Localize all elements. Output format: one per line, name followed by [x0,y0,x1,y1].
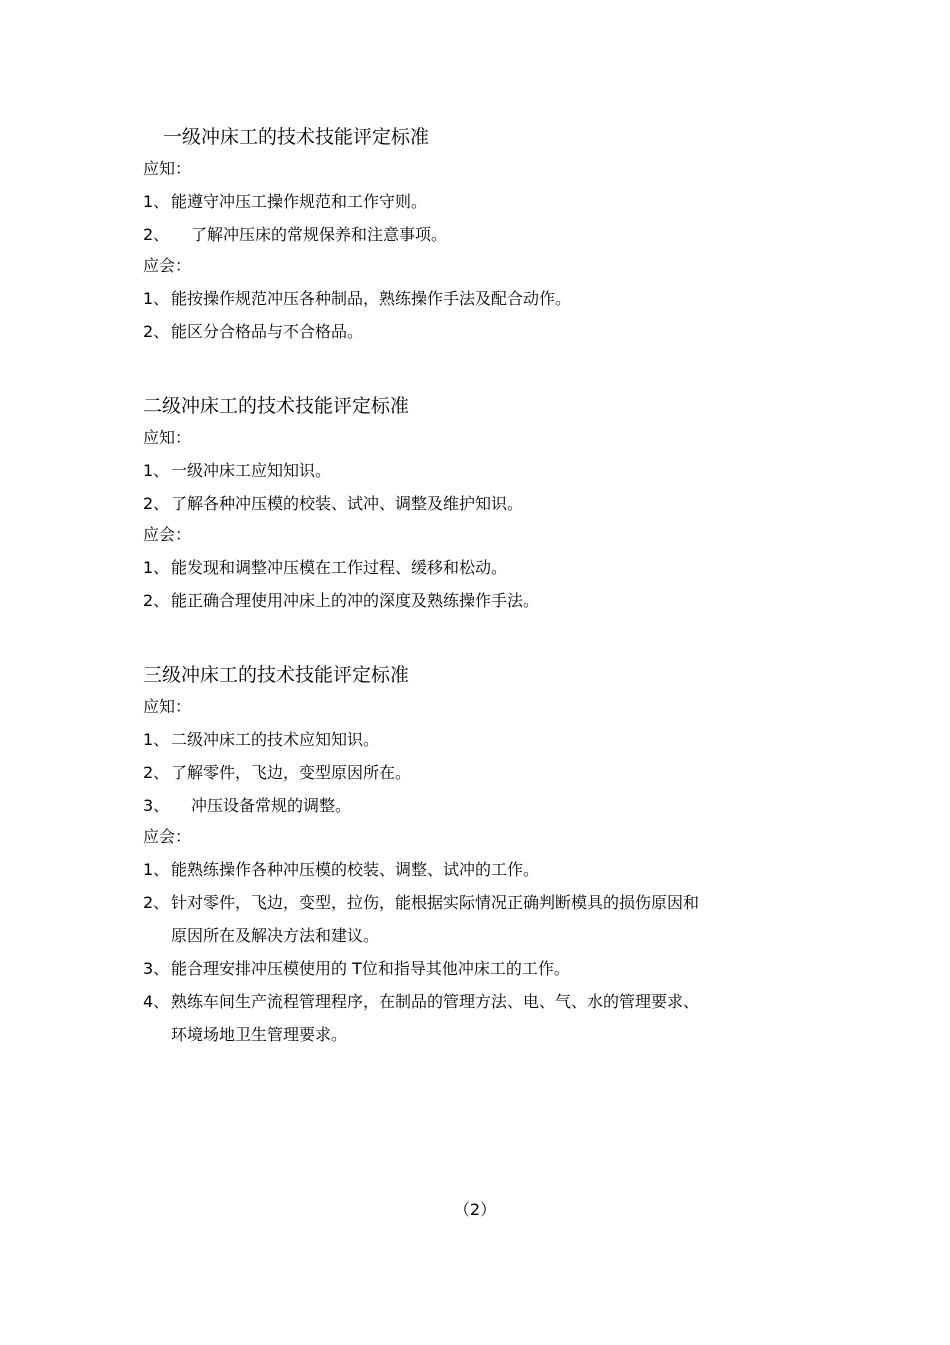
item-text-continuation: 原因所在及解决方法和建议。 [171,926,380,945]
can-label: 应会： [143,256,192,275]
item-number: 1、 [143,558,170,577]
list-item [143,991,803,1046]
section-level-1 [143,125,803,343]
item-text: 能熟练操作各种冲压模的校装、调整、试冲的工作。 [171,860,540,879]
list-item [143,191,803,213]
item-text: 一级冲床工应知知识。 [171,461,332,480]
item-number: 2、 [143,763,170,782]
item-number: 1、 [143,289,170,308]
item-number: 2、 [143,893,170,912]
know-label: 应知： [143,428,192,447]
item-text: 针对零件，飞边，变型，拉伤，能根据实际情况正确判断模具的损伤原因和 [171,893,700,912]
item-number: 3、 [143,959,170,978]
list-item [143,590,803,612]
item-text: 熟练车间生产流程管理程序，在制品的管理方法、电、气、水的管理要求、 [171,992,700,1011]
item-text: 能区分合格品与不合格品。 [171,322,364,341]
know-label: 应知： [143,697,192,716]
list-item [143,958,803,980]
item-text: 冲压设备常规的调整。 [191,796,352,815]
list-item [143,762,803,784]
item-text: 能遵守冲压工操作规范和工作守则。 [171,192,428,211]
section-title: 三级冲床工的技术技能评定标准 [143,664,410,686]
item-number: 4、 [143,992,170,1011]
item-text: 了解冲压床的常规保养和注意事项。 [191,225,448,244]
section-level-2 [143,394,803,612]
section-title: 二级冲床工的技术技能评定标准 [143,395,410,417]
list-item [143,493,803,515]
list-item [143,460,803,482]
item-text: 了解零件，飞边，变型原因所在。 [171,763,412,782]
item-text: 能合理安排冲压模使用的 T位和指导其他冲床工的工作。 [171,959,570,978]
item-number: 1、 [143,730,170,749]
item-text: 了解各种冲压模的校装、试冲、调整及维护知识。 [171,494,524,513]
list-item [143,557,803,579]
item-number: 3、 [143,796,170,815]
item-number: 2、 [143,225,170,244]
list-item [143,729,803,751]
can-label: 应会： [143,525,192,544]
list-item [143,224,803,246]
item-number: 1、 [143,860,170,879]
item-text-continuation: 环境场地卫生管理要求。 [171,1025,348,1044]
item-number: 1、 [143,192,170,211]
section-title: 一级冲床工的技术技能评定标准 [163,126,430,148]
item-number: 1、 [143,461,170,480]
list-item [143,321,803,343]
item-text: 能发现和调整冲压模在工作过程、缓移和松动。 [171,558,508,577]
know-label: 应知： [143,159,192,178]
item-number: 2、 [143,322,170,341]
list-item [143,892,803,947]
item-text: 二级冲床工的技术应知知识。 [171,730,380,749]
can-label: 应会： [143,827,192,846]
list-item [143,795,803,817]
item-text: 能正确合理使用冲床上的冲的深度及熟练操作手法。 [171,591,540,610]
page-number: （2） [453,1200,497,1219]
item-number: 2、 [143,494,170,513]
section-level-3 [143,663,803,1046]
item-text: 能按操作规范冲压各种制品，熟练操作手法及配合动作。 [171,289,572,308]
item-number: 2、 [143,591,170,610]
list-item [143,288,803,310]
list-item [143,859,803,881]
